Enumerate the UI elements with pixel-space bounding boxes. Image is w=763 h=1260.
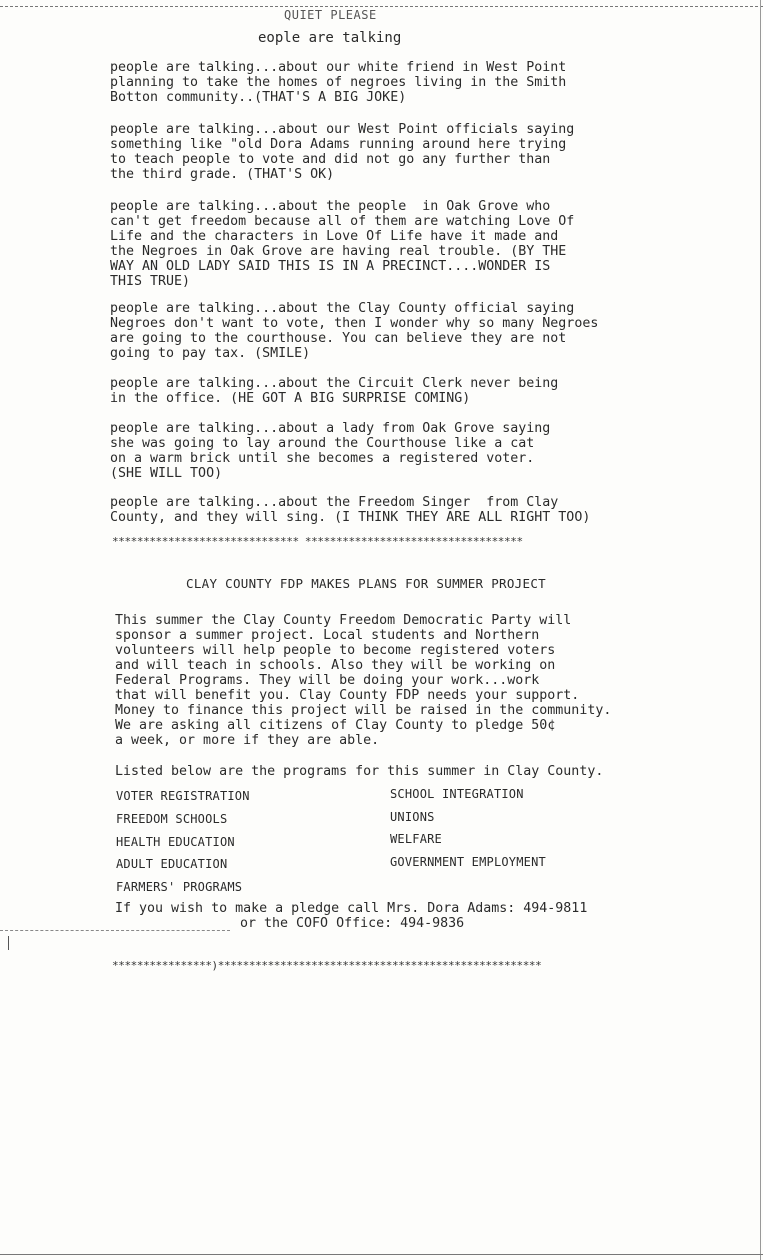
top-rule [0, 6, 763, 7]
paragraph-circuit-clerk: people are talking...about the Circuit Clerk never being in the office. (HE GOT A BIG SURPRISE COMING) [110, 376, 559, 406]
pledge-line-1: If you wish to make a pledge call Mrs. Dora Adams: 494-9811 [115, 901, 588, 916]
paragraph-west-point-officials: people are talking...about our West Point officials saying something like "old Dora Adams running around here trying to teach people to vote and did not go any further than the third grade. (THAT'S OK) [110, 122, 575, 182]
separator-stars-2: ****************)**************************************************** [112, 959, 542, 972]
program-voter-registration: VOTER REGISTRATION [116, 789, 250, 803]
paragraph-white-friend: people are talking...about our white friend in West Point planning to take the homes of negroes living in the Smith Botton community..(THAT'S A BIG JOKE) [110, 60, 567, 105]
program-school-integration: SCHOOL INTEGRATION [390, 787, 524, 801]
paragraph-clay-county-official: people are talking...about the Clay County official saying Negroes don't want to vote, then I wonder why so many Negroes are going to the courthouse. You can believe they are not going to pay tax. (SMILE) [110, 301, 599, 361]
paragraph-oak-grove: people are talking...about the people in Oak Grove who can't get freedom because all of them are watching Love Of Life and the characters in Love Of Life have it made and the Negroes in Oak Grove are having real trouble. (BY THE WAY AN OLD LADY SAID THIS IS IN A PRECINCT....WONDER IS THIS TRUE) [110, 199, 575, 289]
left-margin-tick [8, 936, 9, 950]
section-title: CLAY COUNTY FDP MAKES PLANS FOR SUMMER PROJECT [186, 576, 546, 591]
program-freedom-schools: FREEDOM SCHOOLS [116, 812, 228, 826]
left-margin-mark [0, 930, 230, 931]
program-adult-education: ADULT EDUCATION [116, 857, 228, 871]
bottom-rule [0, 1254, 763, 1255]
paragraph-freedom-singer: people are talking...about the Freedom Singer from Clay County, and they will sing. (I THINK THEY ARE ALL RIGHT TOO) [110, 495, 591, 525]
header-subtitle: eople are talking [258, 30, 402, 46]
programs-intro: Listed below are the programs for this summer in Clay County. [115, 764, 604, 779]
program-unions: UNIONS [390, 810, 435, 824]
right-edge [760, 0, 761, 1260]
separator-stars-1: ****************************** *********************************** [112, 535, 523, 548]
pledge-line-2: or the COFO Office: 494-9836 [240, 916, 465, 931]
program-welfare: WELFARE [390, 832, 442, 846]
header-title: QUIET PLEASE [284, 8, 377, 22]
paragraph-oak-grove-lady: people are talking...about a lady from Oak Grove saying she was going to lay around the Courthouse like a cat on a warm brick until she becomes a registered voter. (SHE WILL TOO) [110, 421, 551, 481]
program-health-education: HEALTH EDUCATION [116, 835, 235, 849]
program-farmers-programs: FARMERS' PROGRAMS [116, 880, 243, 894]
program-government-employment: GOVERNMENT EMPLOYMENT [390, 855, 546, 869]
section-body: This summer the Clay County Freedom Democratic Party will sponsor a summer project. Local students and Northern volunteers will help people to become registered voters and will teach in schools. Also they will be working on Federal Programs. They will be doing your work...work that will benefit you. Clay County FDP needs your support. Money to finance this project will be raised in the community. We are asking all citizens of Clay County to pledge 50¢ a week, or more if they are able. [115, 613, 612, 748]
